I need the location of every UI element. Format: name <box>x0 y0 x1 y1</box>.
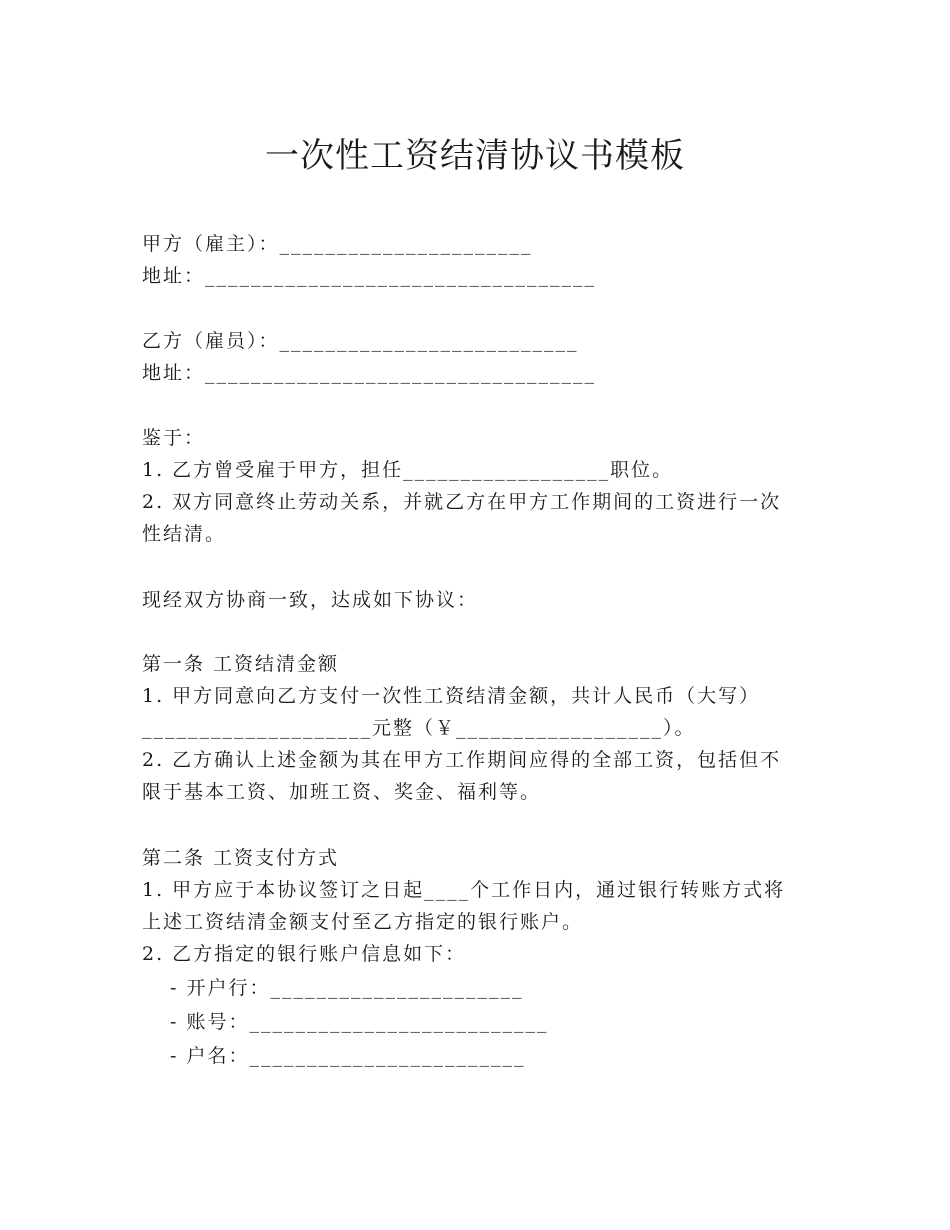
article-2-item-2: 2. 乙方指定的银行账户信息如下： <box>142 943 467 965</box>
article-1-heading: 第一条 工资结清金额 <box>142 653 340 675</box>
whereas-item-2-line-2: 性结清。 <box>142 523 227 545</box>
party-b-address: 地址：__________________________________ <box>142 362 597 384</box>
article-2-item-1-line-1: 1. 甲方应于本协议签订之日起____个工作日内，通过银行转账方式将 <box>142 879 786 901</box>
whereas-heading: 鉴于： <box>142 427 206 449</box>
article-1-item-2-line-2: 限于基本工资、加班工资、奖金、福利等。 <box>142 781 542 803</box>
bank-name-field: - 开户行：______________________ <box>170 977 524 999</box>
agreement-intro: 现经双方协商一致，达成如下协议： <box>142 589 479 611</box>
whereas-item-2-line-1: 2. 双方同意终止劳动关系，并就乙方在甲方工作期间的工资进行一次 <box>142 491 782 513</box>
article-1-item-2-line-1: 2. 乙方确认上述金额为其在甲方工作期间应得的全部工资，包括但不 <box>142 749 782 771</box>
party-b-line: 乙方（雇员）：__________________________ <box>142 330 579 352</box>
article-1-item-1-line-1: 1. 甲方同意向乙方支付一次性工资结清金额，共计人民币（大写） <box>142 685 761 707</box>
account-number-field: - 账号：__________________________ <box>170 1011 549 1033</box>
article-2-heading: 第二条 工资支付方式 <box>142 847 340 869</box>
account-holder-field: - 户名：________________________ <box>170 1045 526 1067</box>
article-2-item-1-line-2: 上述工资结清金额支付至乙方指定的银行账户。 <box>142 911 584 933</box>
document-title: 一次性工资结清协议书模板 <box>265 136 685 176</box>
party-a-address: 地址：__________________________________ <box>142 265 597 287</box>
whereas-item-1: 1. 乙方曾受雇于甲方，担任__________________职位。 <box>142 459 674 481</box>
party-a-line: 甲方（雇主）：______________________ <box>142 233 533 255</box>
article-1-item-1-line-2: ____________________元整（￥__________________）。 <box>142 717 696 739</box>
